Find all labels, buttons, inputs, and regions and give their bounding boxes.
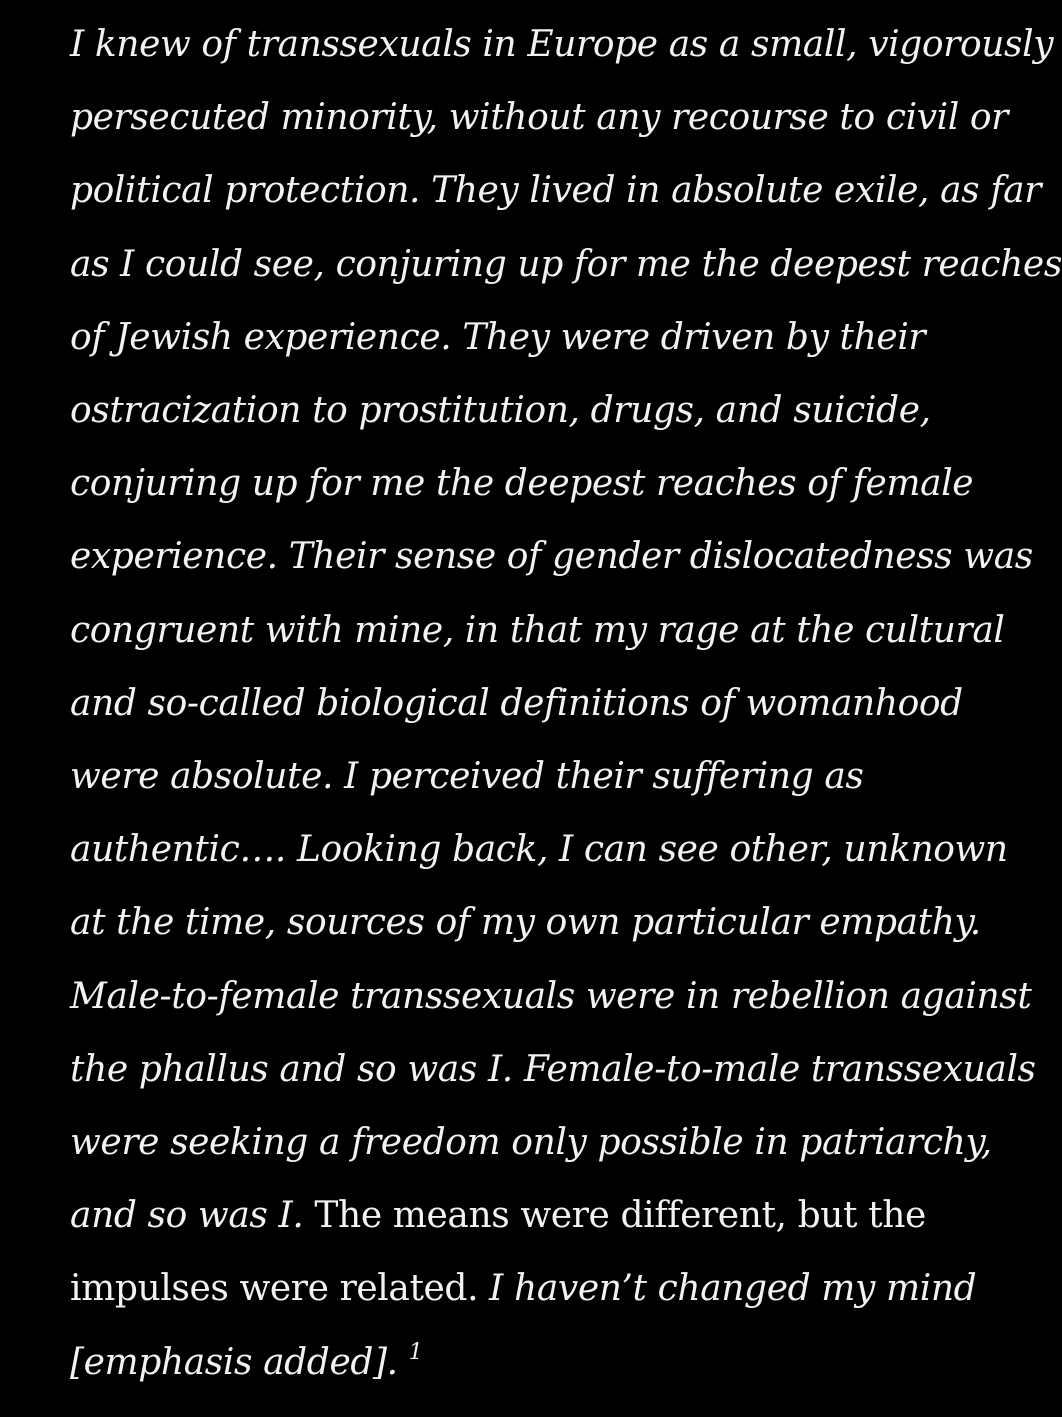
- passage-text: authentic…. Looking back, I can see other, unknown: [70, 829, 1008, 871]
- passage-line: [70, 886, 1050, 959]
- passage-line: [70, 813, 1050, 886]
- footnote-marker[interactable]: 1: [408, 1339, 423, 1365]
- passage-line: [70, 594, 1050, 667]
- passage-line: [70, 1106, 1050, 1179]
- passage-line: [70, 374, 1050, 447]
- passage-text: experience. Their sense of gender dislocatedness was: [70, 536, 1033, 578]
- passage-line: [70, 228, 1062, 301]
- passage-text: persecuted minority, without any recourse to civil or: [70, 97, 1008, 139]
- passage-line: [70, 667, 1050, 740]
- passage-line: [70, 1252, 1050, 1325]
- passage-line: [70, 740, 1050, 813]
- passage-text: impulses were related.: [70, 1268, 490, 1310]
- passage-line: [70, 8, 1054, 81]
- passage-text: at the time, sources of my own particular empathy.: [70, 902, 981, 944]
- passage-line: [70, 1033, 1050, 1106]
- passage-line: [70, 154, 1050, 227]
- passage-line: [70, 1326, 1050, 1399]
- passage-text: as I could see, conjuring up for me the deepest reaches: [70, 243, 1062, 285]
- passage-text: [emphasis added].: [70, 1341, 398, 1383]
- quoted-passage: [70, 8, 1062, 1399]
- passage-line: [70, 301, 1050, 374]
- passage-text: I haven’t changed my mind: [489, 1268, 977, 1310]
- passage-text: The means were different, but the: [303, 1195, 926, 1237]
- passage-text: political protection. They lived in absolute exile, as far: [70, 170, 1042, 212]
- passage-text: were seeking a freedom only possible in patriarchy,: [70, 1122, 992, 1164]
- passage-text: the phallus and so was I. Female-to-male transsexuals: [70, 1048, 1036, 1090]
- passage-text: conjuring up for me the deepest reaches of female: [70, 463, 974, 505]
- passage-text: congruent with mine, in that my rage at the cultural: [70, 609, 1005, 651]
- passage-text: Male-to-female transsexuals were in rebellion against: [70, 975, 1032, 1017]
- passage-line: [70, 81, 1050, 154]
- passage-line: [70, 1179, 1050, 1252]
- passage-text: of Jewish experience. They were driven by their: [70, 316, 926, 358]
- passage-text: and so-called biological definitions of womanhood: [70, 682, 963, 724]
- passage-text: I knew of transsexuals in Europe as a small, vigorously: [70, 24, 1054, 65]
- passage-line: [70, 520, 1050, 593]
- passage-text: were absolute. I perceived their suffering as: [70, 756, 864, 798]
- passage-text: and so was I.: [70, 1195, 304, 1237]
- passage-line: [70, 447, 1050, 520]
- passage-text: ostracization to prostitution, drugs, and suicide,: [70, 390, 931, 432]
- passage-line: [70, 960, 1050, 1033]
